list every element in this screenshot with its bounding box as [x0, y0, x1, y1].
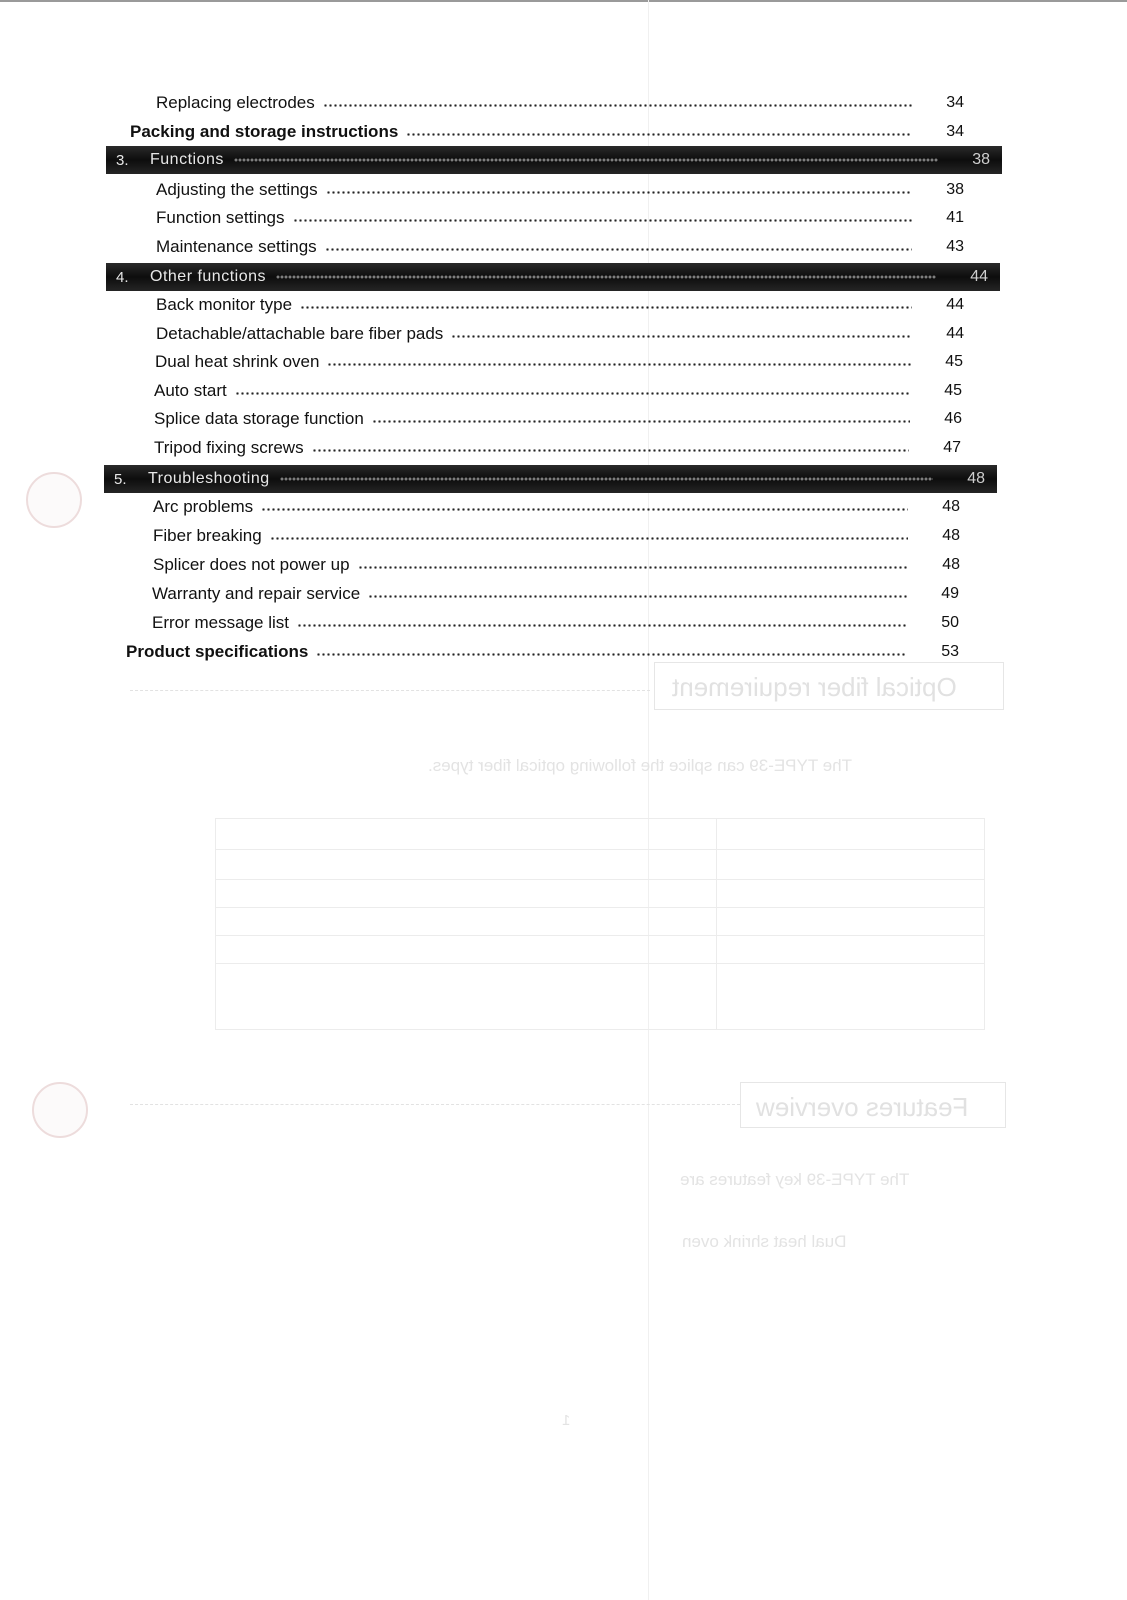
chapter-title: Other functions	[150, 268, 266, 285]
toc-entry-label: Warranty and repair service	[152, 584, 361, 603]
dot-leader	[451, 335, 912, 338]
dot-leader	[372, 420, 910, 423]
dot-leader	[234, 157, 938, 163]
dot-leader	[368, 595, 907, 598]
dot-leader	[270, 537, 908, 540]
toc-chapter-troubleshooting[interactable]	[104, 465, 997, 493]
toc-page-number: 38	[972, 151, 990, 168]
toc-chapter-other-functions[interactable]	[106, 263, 1000, 291]
dot-leader	[326, 191, 912, 194]
dot-leader	[280, 476, 933, 482]
toc-page-number: 49	[941, 585, 959, 602]
toc-page-number: 45	[945, 353, 963, 370]
ghost-rule-1	[130, 690, 650, 691]
dot-leader	[261, 508, 908, 511]
toc-entry-label: Packing and storage instructions	[130, 122, 399, 141]
dot-leader	[293, 219, 912, 222]
table-of-contents	[0, 0, 1127, 680]
dot-leader	[300, 306, 912, 309]
punch-hole-lower	[32, 1082, 88, 1138]
toc-page-number: 44	[946, 325, 964, 342]
toc-page-number: 44	[970, 268, 988, 285]
dot-leader	[406, 133, 912, 136]
toc-entry-fiber-breaking[interactable]	[153, 523, 960, 549]
toc-entry-label: Product specifications	[126, 642, 309, 661]
toc-entry-label: Detachable/attachable bare fiber pads	[156, 324, 444, 343]
dot-leader	[297, 624, 907, 627]
toc-chapter-functions[interactable]	[106, 146, 1002, 174]
chapter-number: 3.	[116, 151, 129, 169]
chapter-title: Troubleshooting	[148, 470, 270, 487]
toc-page-number: 48	[942, 527, 960, 544]
toc-entry-label: Replacing electrodes	[156, 93, 315, 112]
dot-leader	[325, 248, 912, 251]
chapter-number: 4.	[116, 268, 129, 286]
toc-entry-label: Splice data storage function	[154, 409, 364, 428]
toc-entry-bare-fiber-pads[interactable]	[156, 321, 964, 347]
toc-page-number: 43	[946, 238, 964, 255]
toc-entry-label: Dual heat shrink oven	[155, 352, 320, 371]
toc-page-number: 47	[943, 439, 961, 456]
toc-entry-label: Auto start	[154, 381, 227, 400]
chapter-title: Functions	[150, 151, 224, 168]
toc-page-number: 44	[946, 296, 964, 313]
toc-entry-tripod-fixing-screws[interactable]	[154, 435, 961, 461]
toc-entry-error-message-list[interactable]	[152, 610, 959, 636]
dot-leader	[323, 104, 912, 107]
ghost-page-number: 1	[562, 1412, 571, 1429]
toc-entry-label: Function settings	[156, 208, 285, 227]
toc-entry-function-settings[interactable]	[156, 205, 964, 231]
toc-page-number: 48	[942, 556, 960, 573]
toc-entry-label: Maintenance settings	[156, 237, 317, 256]
ghost-intro-2: The TYPE-39 key features are	[680, 1170, 910, 1189]
toc-entry-label: Tripod fixing screws	[154, 438, 304, 457]
ghost-heading-1: Optical fiber requirement	[672, 672, 957, 702]
dot-leader	[327, 363, 911, 366]
toc-page-number: 34	[946, 123, 964, 140]
toc-page-number: 48	[942, 498, 960, 515]
toc-entry-splicer-no-power[interactable]	[153, 552, 960, 578]
toc-page-number: 46	[944, 410, 962, 427]
toc-page-number: 45	[944, 382, 962, 399]
toc-entry-label: Error message list	[152, 613, 289, 632]
toc-entry-arc-problems[interactable]	[153, 494, 960, 520]
toc-entry-dual-heat-shrink-oven[interactable]	[155, 349, 963, 375]
toc-page-number: 38	[946, 181, 964, 198]
ghost-rule-2	[130, 1104, 740, 1105]
toc-page-number: 48	[967, 470, 985, 487]
toc-entry-label: Back monitor type	[156, 295, 293, 314]
toc-entry-splice-data-storage[interactable]	[154, 406, 962, 432]
ghost-heading-2: Features overview	[756, 1092, 969, 1122]
toc-entry-warranty-repair[interactable]	[152, 581, 959, 607]
toc-entry-label: Fiber breaking	[153, 526, 262, 545]
toc-entry-label: Arc problems	[153, 497, 254, 516]
dot-leader	[276, 274, 936, 280]
toc-entry-adjusting-settings[interactable]	[156, 177, 964, 203]
toc-entry-replacing-electrodes[interactable]	[156, 90, 964, 116]
toc-page-number: 34	[946, 94, 964, 111]
dot-leader	[235, 392, 910, 395]
toc-entry-product-specifications[interactable]	[126, 639, 959, 665]
ghost-spec-table	[215, 818, 985, 1030]
toc-entry-back-monitor-type[interactable]	[156, 292, 964, 318]
toc-entry-packing-storage[interactable]	[130, 119, 964, 145]
ghost-bullet: Dual heat shrink oven	[682, 1232, 847, 1251]
dot-leader	[312, 449, 909, 452]
toc-page-number: 53	[941, 643, 959, 660]
dot-leader	[316, 653, 907, 656]
toc-page-number: 41	[946, 209, 964, 226]
toc-page-number: 50	[941, 614, 959, 631]
toc-entry-auto-start[interactable]	[154, 378, 962, 404]
dot-leader	[358, 566, 908, 569]
ghost-intro-1: The TYPE-39 can splice the following optical fiber types.	[428, 756, 852, 775]
toc-entry-maintenance-settings[interactable]	[156, 234, 964, 260]
toc-entry-label: Adjusting the settings	[156, 180, 318, 199]
toc-entry-label: Splicer does not power up	[153, 555, 350, 574]
chapter-number: 5.	[114, 470, 127, 488]
